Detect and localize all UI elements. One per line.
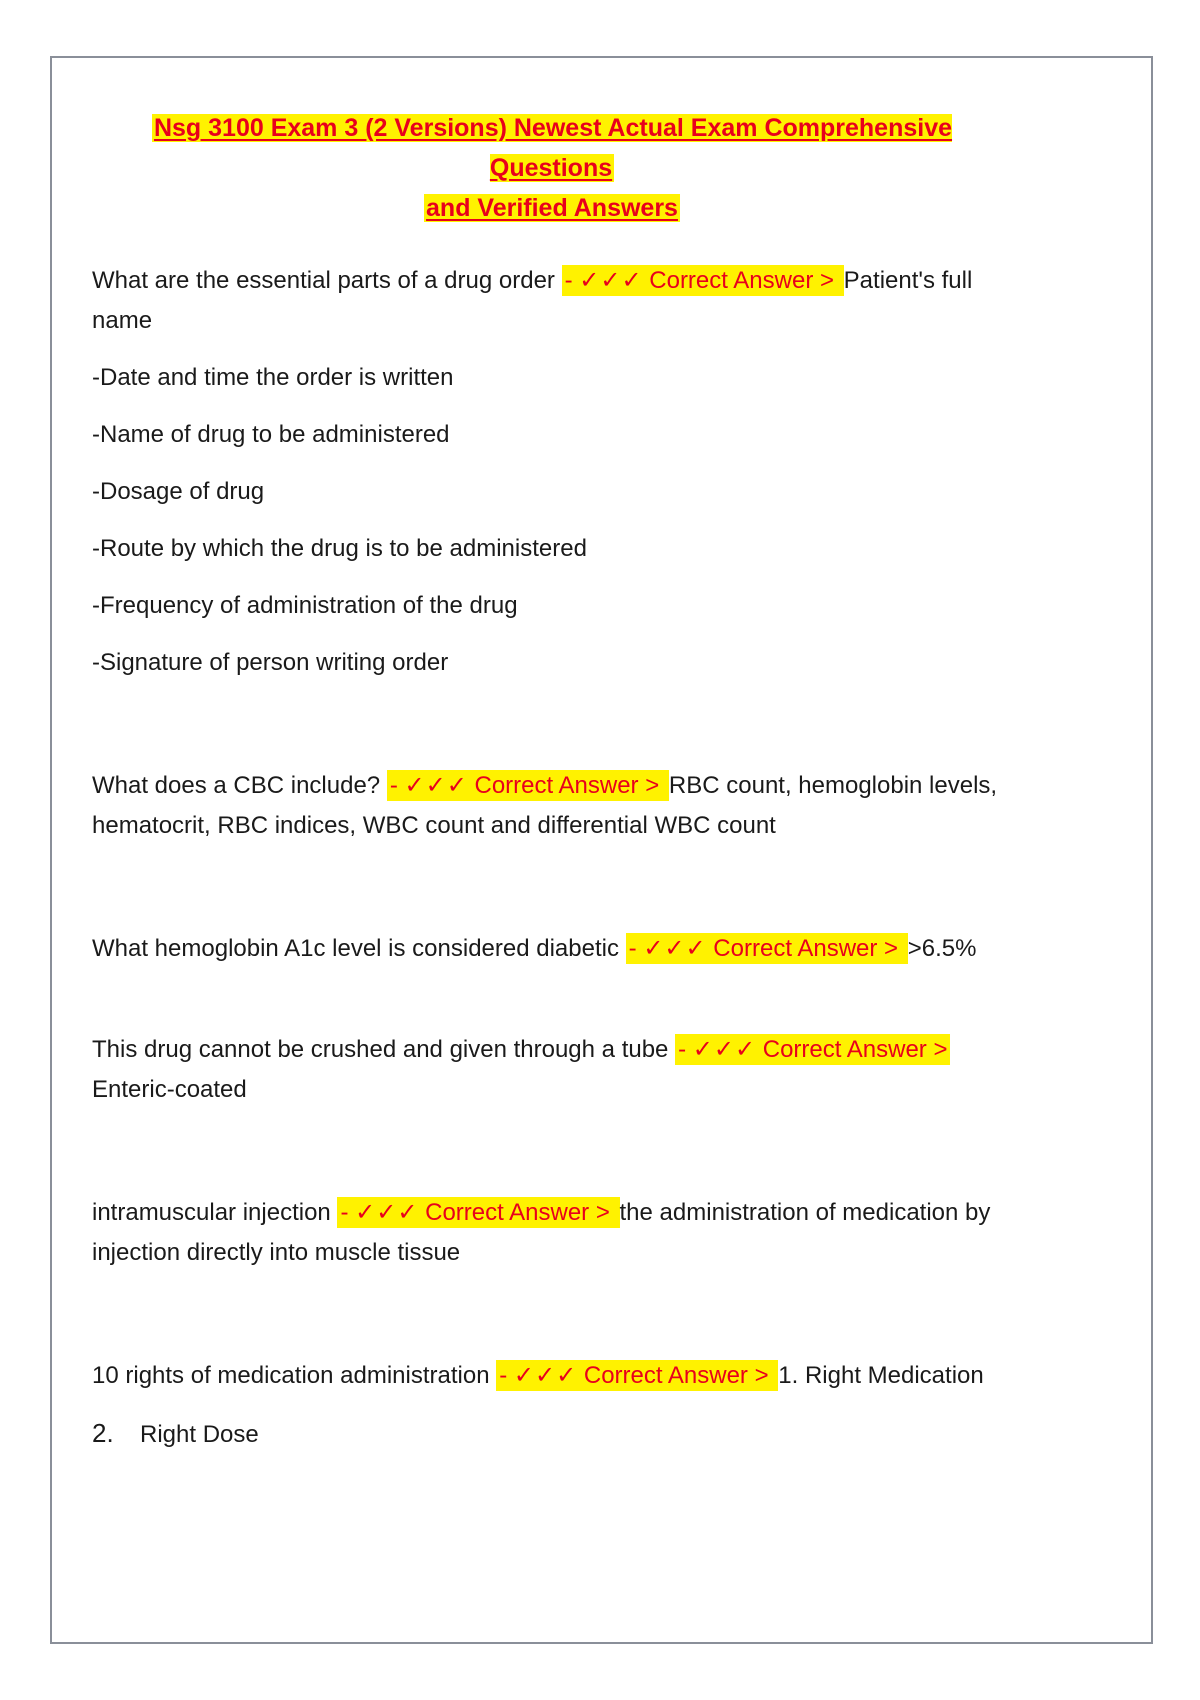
question-text: intramuscular injection xyxy=(92,1199,338,1226)
qa-paragraph xyxy=(92,1355,1012,1396)
checkmark-icon: ✓✓✓ xyxy=(692,1035,757,1063)
checkmark-icon: ✓✓✓ xyxy=(355,1198,419,1226)
checkmark-icon: ✓✓✓ xyxy=(643,934,707,962)
correct-answer-marker: - ✓✓✓ Correct Answer > xyxy=(337,1197,619,1228)
qa-item-1 xyxy=(92,260,1012,683)
qa-item-6 xyxy=(92,1355,1012,1455)
qa-item-2 xyxy=(92,765,1012,846)
item-text: Right Dose xyxy=(140,1421,259,1448)
qa-paragraph xyxy=(92,765,1012,846)
question-text: This drug cannot be crushed and given through a tube xyxy=(92,1036,676,1063)
item-number: 2. xyxy=(92,1418,114,1448)
title-line-2: and Verified Answers xyxy=(426,194,678,222)
answer-text: Patient's full name xyxy=(92,267,973,334)
qa-paragraph xyxy=(92,1029,1012,1110)
question-text: What hemoglobin A1c level is considered diabetic xyxy=(92,935,626,962)
qa-paragraph xyxy=(92,260,1012,341)
document-title xyxy=(92,108,1012,228)
answer-text: RBC count, hemoglobin levels, hematocrit, RBC indices, WBC count and differential WBC count xyxy=(92,772,998,839)
answer-text: Enteric-coated xyxy=(92,1076,247,1103)
numbered-item xyxy=(92,1413,1012,1455)
correct-answer-marker: - ✓✓✓ Correct Answer > xyxy=(675,1034,950,1065)
qa-item-4 xyxy=(92,1029,1012,1110)
qa-paragraph xyxy=(92,1192,1012,1273)
qa-item-5 xyxy=(92,1192,1012,1273)
list-item: -Signature of person writing order xyxy=(92,649,449,676)
list-item: -Name of drug to be administered xyxy=(92,421,450,448)
list-item: -Date and time the order is written xyxy=(92,364,454,391)
qa-paragraph xyxy=(92,928,1012,969)
correct-answer-marker: - ✓✓✓ Correct Answer > xyxy=(387,770,669,801)
list-item: -Frequency of administration of the drug xyxy=(92,592,518,619)
list-item: -Route by which the drug is to be administered xyxy=(92,535,587,562)
qa-item-3 xyxy=(92,928,1012,969)
question-text: What does a CBC include? xyxy=(92,772,387,799)
checkmark-icon: ✓✓✓ xyxy=(579,266,643,294)
correct-answer-marker: - ✓✓✓ Correct Answer > xyxy=(626,933,908,964)
document-content xyxy=(92,108,1012,1455)
checkmark-icon: ✓✓✓ xyxy=(513,1361,578,1389)
answer-text: >6.5% xyxy=(907,935,977,962)
list-item: -Dosage of drug xyxy=(92,478,265,505)
correct-answer-marker: - ✓✓✓ Correct Answer > xyxy=(496,1360,778,1391)
question-text: What are the essential parts of a drug order xyxy=(92,267,562,294)
checkmark-icon: ✓✓✓ xyxy=(404,771,468,799)
answer-text: 1. Right Medication xyxy=(778,1362,984,1389)
correct-answer-marker: - ✓✓✓ Correct Answer > xyxy=(562,265,844,296)
question-text: 10 rights of medication administration xyxy=(92,1362,497,1389)
title-line-1: Nsg 3100 Exam 3 (2 Versions) Newest Actual Exam Comprehensive Questions xyxy=(153,114,953,182)
answer-text: the administration of medication by injection directly into muscle tissue xyxy=(92,1199,991,1266)
